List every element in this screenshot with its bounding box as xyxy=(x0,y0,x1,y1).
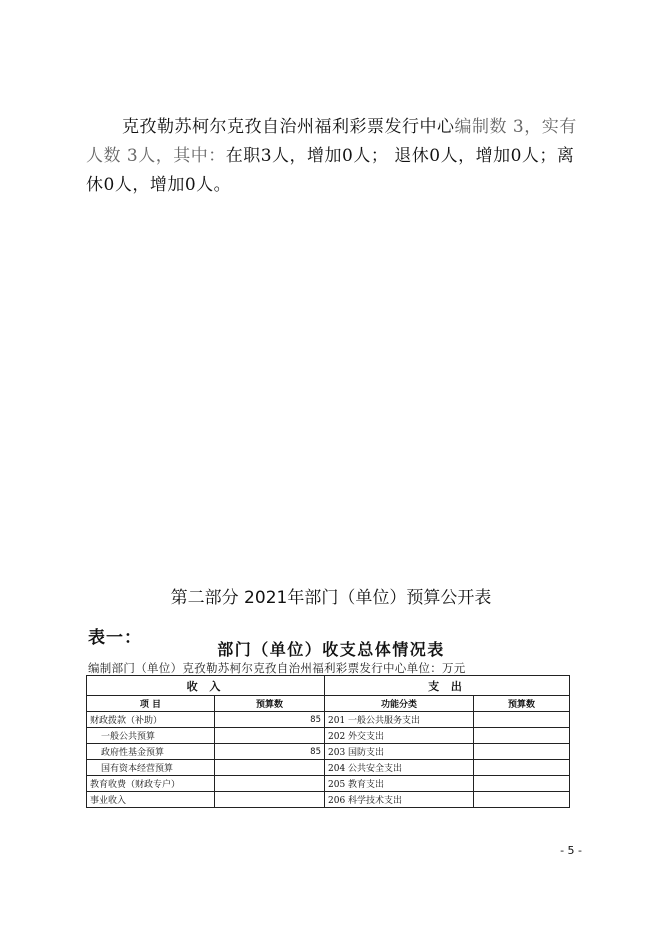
row-exp-amount xyxy=(474,776,570,792)
column-header-row xyxy=(87,696,570,712)
row-amount: 85 xyxy=(215,712,325,728)
row-exp-amount xyxy=(474,728,570,744)
row-item: 国有资本经营预算 xyxy=(87,760,215,776)
row-function: 201 一般公共服务支出 xyxy=(325,712,474,728)
section-header-row xyxy=(87,676,570,696)
row-item: 财政拨款（补助） xyxy=(87,712,215,728)
compiler-line: 编制部门（单位）克孜勒苏柯尔克孜自治州福利彩票发行中心单位：万元 xyxy=(88,661,466,675)
row-amount: 85 xyxy=(215,744,325,760)
row-exp-amount xyxy=(474,760,570,776)
expense-header: 支 出 xyxy=(325,676,570,696)
part-title: 第二部分 2021年部门（单位）预算公开表 xyxy=(170,588,492,608)
row-amount xyxy=(215,760,325,776)
table-title: 部门（单位）收支总体情况表 xyxy=(217,640,445,659)
row-item: 教育收费（财政专户） xyxy=(87,776,215,792)
row-function: 206 科学技术支出 xyxy=(325,792,474,808)
table-label: 表一： xyxy=(88,628,142,648)
table-row xyxy=(87,760,570,776)
staffing-details: 在职3人，增加0人； 退休0人，增加0人；离休0人，增加0人。 xyxy=(86,146,575,195)
col-item: 项 目 xyxy=(87,696,215,712)
table-row xyxy=(87,712,570,728)
table-row xyxy=(87,776,570,792)
row-item: 事业收入 xyxy=(87,792,215,808)
col-exp-amount: 预算数 xyxy=(474,696,570,712)
row-amount xyxy=(215,728,325,744)
unit-name: 克孜勒苏柯尔克孜自治州福利彩票发行中心 xyxy=(122,117,455,137)
table-row xyxy=(87,744,570,760)
row-amount xyxy=(215,776,325,792)
page-number: - 5 - xyxy=(560,844,582,857)
row-exp-amount xyxy=(474,744,570,760)
staffing-paragraph xyxy=(86,113,591,200)
budget-table xyxy=(86,675,570,808)
row-item: 一般公共预算 xyxy=(87,728,215,744)
row-function: 205 教育支出 xyxy=(325,776,474,792)
table-row xyxy=(87,792,570,808)
col-function: 功能分类 xyxy=(325,696,474,712)
row-function: 204 公共安全支出 xyxy=(325,760,474,776)
row-exp-amount xyxy=(474,712,570,728)
table-row xyxy=(87,728,570,744)
row-exp-amount xyxy=(474,792,570,808)
row-item: 政府性基金预算 xyxy=(87,744,215,760)
col-amount: 预算数 xyxy=(215,696,325,712)
row-function: 202 外交支出 xyxy=(325,728,474,744)
row-function: 203 国防支出 xyxy=(325,744,474,760)
income-header: 收 入 xyxy=(87,676,325,696)
staffing-counts: 编制数 3，实有人数 3人，其中： xyxy=(86,117,577,166)
row-amount xyxy=(215,792,325,808)
